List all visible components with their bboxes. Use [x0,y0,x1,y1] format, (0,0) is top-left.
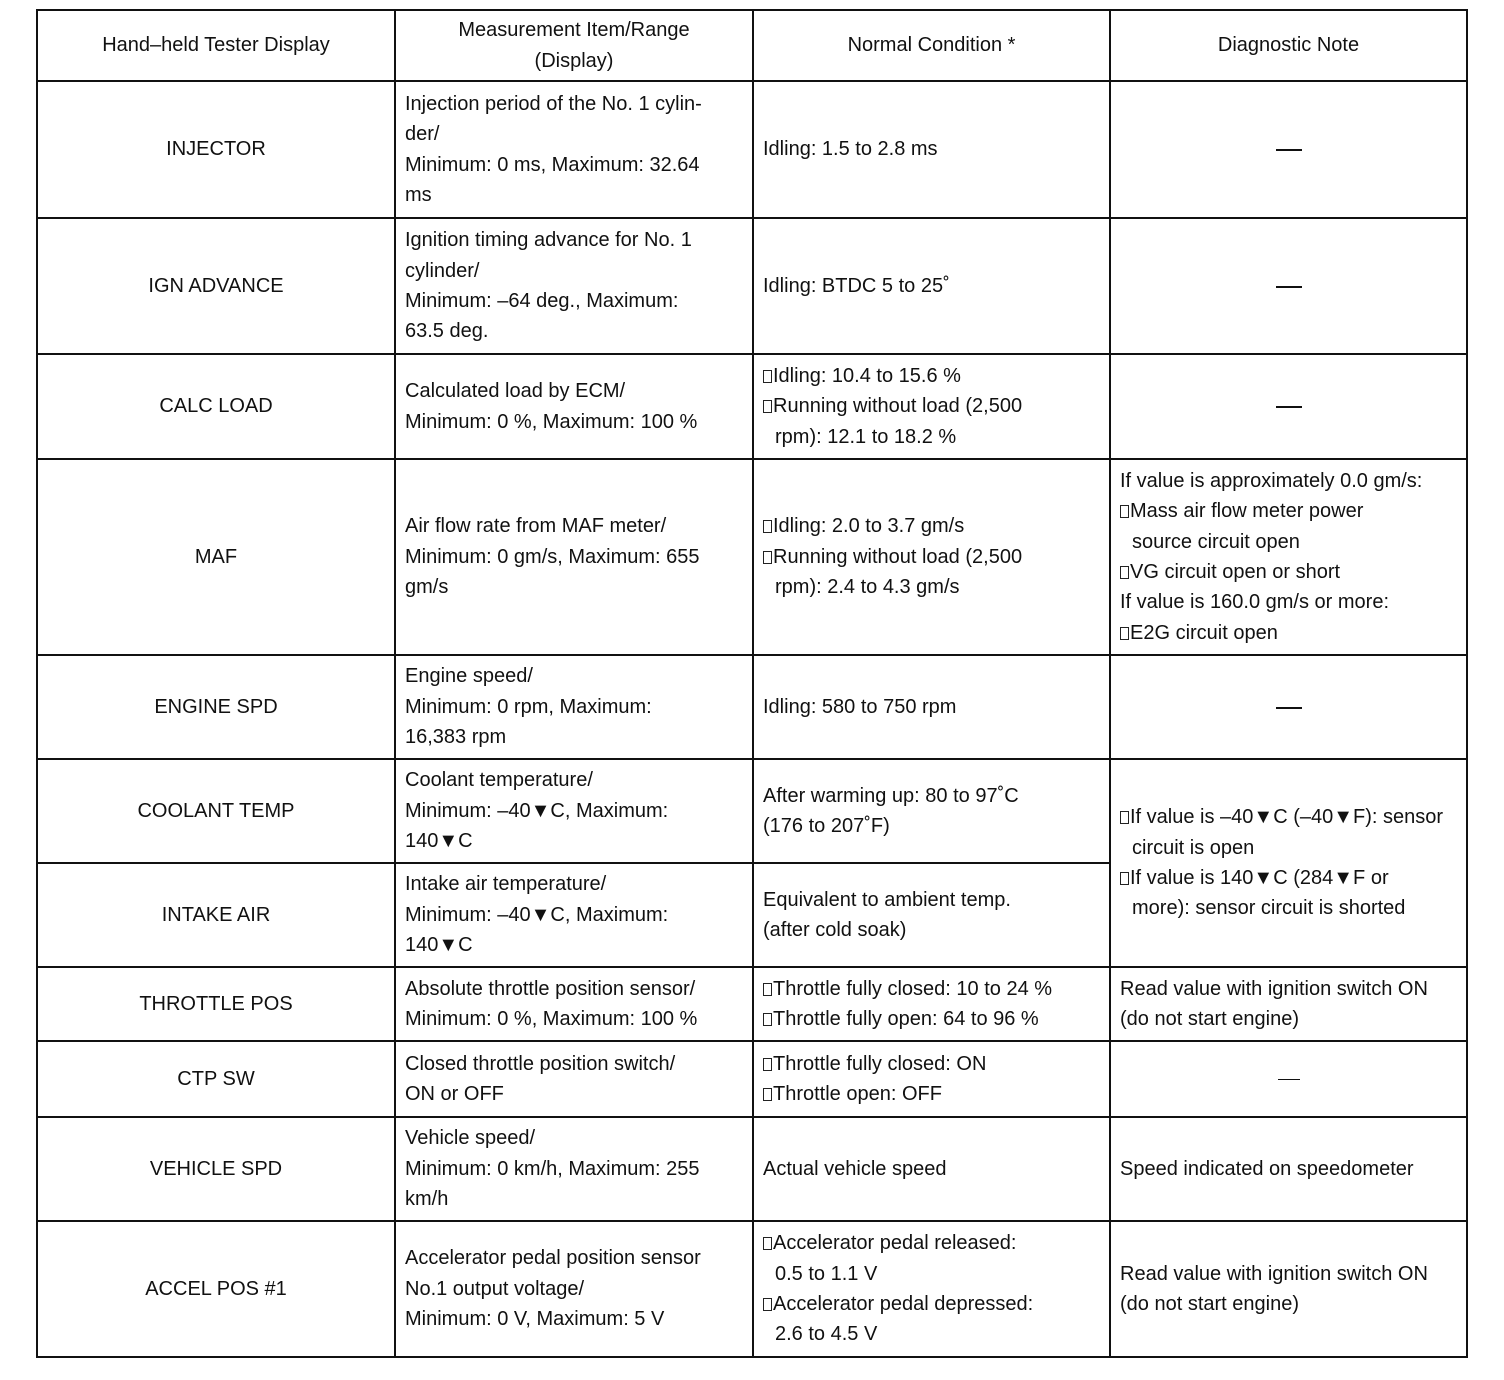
measurement-cell [395,967,753,1041]
text: Accelerator pedal depressed: [773,1293,1034,1315]
text-line: gm/s [405,576,449,599]
bullet-box-icon [763,1013,772,1026]
bullet-box-icon [763,520,772,533]
bullet-box-icon [1120,872,1129,885]
text-line: Engine speed/ [405,665,533,688]
table-row [37,1221,1467,1357]
text-line [405,930,743,960]
text: Idling: 10.4 to 15.6 % [773,364,961,387]
header-display: Hand–held Tester Display [37,10,395,81]
normal-cell [753,759,1110,863]
normal-cell [753,863,1110,967]
note-cell [1110,218,1467,354]
display-cell: ENGINE SPD [37,655,395,759]
bullet-box-icon [763,551,772,564]
text-line: No.1 output voltage/ [405,1277,585,1300]
bullet-box-icon [763,1298,772,1311]
bullet-line [1120,496,1457,526]
note-cell [1110,655,1467,759]
degree-glyph-icon: ▼ [530,799,551,822]
text-line: Intake air temperature/ [405,873,607,896]
text-line: 16,383 rpm [405,726,507,749]
table-row [37,1117,1467,1221]
bullet-line [1120,802,1457,832]
bullet-line [763,1079,1100,1109]
note-cell [1110,1041,1467,1117]
text-line: After warming up: 80 to 97˚C [763,784,1019,807]
degree-glyph-icon: ▼ [530,903,551,926]
display-cell: VEHICLE SPD [37,1117,395,1221]
bullet-line [763,974,1100,1004]
normal-cell [753,459,1110,655]
note-cell [1110,81,1467,218]
text-line: cylinder/ [405,259,480,282]
text-line: Minimum: 0 gm/s, Maximum: 655 [405,545,700,568]
text: If value is –40 [1130,806,1254,829]
bullet-box-icon [763,370,772,383]
bullet-box-icon [1120,627,1129,640]
text: F): sensor [1353,806,1444,829]
normal-cell: Actual vehicle speed [753,1117,1110,1221]
table-row [37,459,1467,655]
bullet-box-icon [763,400,772,413]
text-line: Air flow rate from MAF meter/ [405,515,667,538]
text-line: more): sensor circuit is shorted [1132,897,1406,920]
bullet-box-icon [1120,811,1129,824]
text-line: Minimum: 0 %, Maximum: 100 % [405,1008,698,1030]
bullet-line [763,361,1100,391]
text-line: km/h [405,1188,449,1211]
text: C (–40 [1273,806,1334,829]
text: If value is 140 [1130,867,1254,889]
em-dash [1276,286,1302,288]
degree-glyph-icon: ▼ [438,830,459,853]
text-line: Minimum: 0 km/h, Maximum: 255 [405,1157,700,1180]
display-cell: MAF [37,459,395,655]
measurement-cell [395,1041,753,1117]
normal-cell [753,1041,1110,1117]
text-line: ON or OFF [405,1083,504,1105]
normal-cell: Idling: 580 to 750 rpm [753,655,1110,759]
text-line: Read value with ignition switch ON [1120,977,1428,1000]
text: Accelerator pedal released: [773,1232,1017,1255]
text-line: 2.6 to 4.5 V [775,1323,878,1346]
normal-cell [753,354,1110,459]
text-line: (do not start engine) [1120,1293,1299,1315]
em-dash [1276,149,1302,151]
text-line: Absolute throttle position sensor/ [405,977,696,1000]
text: 140 [405,934,439,957]
text: C [458,830,473,853]
bullet-box-icon [763,1088,772,1101]
em-dash [1278,1079,1300,1080]
text: 140 [405,830,439,853]
text-line: Injection period of the No. 1 cylin- [405,92,702,115]
normal-cell: Idling: BTDC 5 to 25˚ [753,218,1110,354]
bullet-line [763,391,1100,421]
text: C (284 [1273,867,1334,889]
table-row [37,354,1467,459]
normal-cell [753,1221,1110,1357]
table-row [37,655,1467,759]
text-line: Accelerator pedal position sensor [405,1247,701,1270]
degree-glyph-icon: ▼ [438,934,459,957]
text-line: rpm): 2.4 to 4.3 gm/s [775,576,960,599]
display-cell: INTAKE AIR [37,863,395,967]
text-line: Minimum: 0 %, Maximum: 100 % [405,410,698,433]
text-line: Equivalent to ambient temp. [763,888,1011,911]
header-measurement [395,10,753,81]
text-line: rpm): 12.1 to 18.2 % [775,425,957,448]
text: Throttle fully closed: ON [773,1052,987,1075]
text-line: Minimum: –64 deg., Maximum: [405,290,679,312]
text-line: 63.5 deg. [405,320,489,343]
display-cell: IGN ADVANCE [37,218,395,354]
text-line: If value is 160.0 gm/s or more: [1120,591,1390,614]
bullet-box-icon [1120,566,1129,579]
degree-glyph-icon: ▼ [1253,867,1274,889]
bullet-box-icon [763,1058,772,1071]
text: Throttle open: OFF [773,1083,942,1105]
measurement-cell [395,1221,753,1357]
measurement-cell [395,1117,753,1221]
text: F or [1353,867,1389,889]
header-measurement-line1: Measurement Item/Range [458,19,690,42]
degree-glyph-icon: ▼ [1253,806,1274,829]
bullet-line [763,1289,1100,1319]
bullet-line [1120,557,1457,587]
bullet-line [1120,863,1457,893]
text: Minimum: –40 [405,799,531,822]
note-cell [1110,759,1467,967]
bullet-line [763,542,1100,572]
table-row [37,1041,1467,1117]
text-line [405,900,743,930]
text-line: If value is approximately 0.0 gm/s: [1120,469,1423,492]
bullet-box-icon [763,983,772,996]
text: Running without load (2,500 [773,545,1023,568]
table-row [37,218,1467,354]
text-line: Ignition timing advance for No. 1 [405,229,692,252]
note-cell [1110,1221,1467,1357]
text-line [405,796,743,826]
text-line: 0.5 to 1.1 V [775,1262,878,1285]
text-line: Minimum: 0 ms, Maximum: 32.64 [405,153,700,176]
measurement-cell [395,655,753,759]
text: E2G circuit open [1130,621,1278,644]
text: C, Maximum: [550,799,669,822]
text-line: Minimum: 0 V, Maximum: 5 V [405,1308,665,1331]
text: Mass air flow meter power [1130,500,1364,523]
bullet-line [763,1228,1100,1258]
table-row [37,81,1467,218]
bullet-line [763,1004,1100,1034]
text-line: Vehicle speed/ [405,1127,536,1150]
text-line: (176 to 207˚F) [763,815,890,837]
display-cell: CTP SW [37,1041,395,1117]
header-measurement-line2: (Display) [534,49,614,72]
measurement-cell [395,218,753,354]
text-line: Read value with ignition switch ON [1120,1262,1428,1285]
header-row [37,10,1467,81]
text-line: (do not start engine) [1120,1008,1299,1030]
text-line: circuit is open [1132,836,1255,859]
text-line [405,826,743,856]
degree-glyph-icon: ▼ [1333,867,1354,889]
data-list-table [36,9,1468,1358]
note-cell [1110,459,1467,655]
text-line: source circuit open [1132,530,1300,553]
header-note: Diagnostic Note [1110,10,1467,81]
bullet-line [1120,618,1457,648]
em-dash [1276,406,1302,408]
text: Minimum: –40 [405,903,531,926]
measurement-cell [395,459,753,655]
text: VG circuit open or short [1130,561,1341,583]
bullet-line [763,1049,1100,1079]
text-line: der/ [405,123,440,146]
note-cell: Speed indicated on speedometer [1110,1117,1467,1221]
normal-cell: Idling: 1.5 to 2.8 ms [753,81,1110,218]
bullet-box-icon [763,1237,772,1250]
display-cell: THROTTLE POS [37,967,395,1041]
bullet-line [763,511,1100,541]
text-line: (after cold soak) [763,919,907,941]
table-row [37,967,1467,1041]
em-dash [1276,707,1302,709]
text-line: Minimum: 0 rpm, Maximum: [405,695,652,718]
display-cell: INJECTOR [37,81,395,218]
note-cell [1110,967,1467,1041]
measurement-cell [395,863,753,967]
display-cell: CALC LOAD [37,354,395,459]
text: Idling: 2.0 to 3.7 gm/s [773,515,965,538]
normal-cell [753,967,1110,1041]
note-cell [1110,354,1467,459]
text: Throttle fully open: 64 to 96 % [773,1008,1039,1030]
text-line: ms [405,183,432,206]
text: C [458,934,473,957]
display-cell: ACCEL POS #1 [37,1221,395,1357]
text: Running without load (2,500 [773,395,1023,418]
measurement-cell [395,81,753,218]
text-line: Calculated load by ECM/ [405,380,626,403]
measurement-cell [395,354,753,459]
bullet-box-icon [1120,505,1129,518]
text: Throttle fully closed: 10 to 24 % [773,977,1053,1000]
text: C, Maximum: [550,903,669,926]
degree-glyph-icon: ▼ [1333,806,1354,829]
text-line: Coolant temperature/ [405,769,593,792]
text-line: Closed throttle position switch/ [405,1052,676,1075]
header-normal: Normal Condition * [753,10,1110,81]
table-row [37,759,1467,863]
measurement-cell [395,759,753,863]
display-cell: COOLANT TEMP [37,759,395,863]
